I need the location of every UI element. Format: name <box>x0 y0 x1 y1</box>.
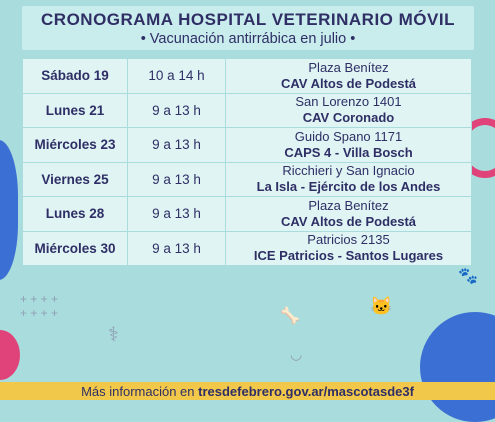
footer-link[interactable]: tresdefebrero.gov.ar/mascotasde3f <box>198 384 414 399</box>
table-row <box>23 162 472 197</box>
time-cell: 9 a 13 h <box>128 197 226 232</box>
bone-icon: 🦴 <box>280 308 300 325</box>
decorative-blob-bottom-left <box>0 330 20 380</box>
footer-bar <box>0 382 495 400</box>
day-cell: Lunes 21 <box>23 93 128 128</box>
location-cell <box>226 59 472 94</box>
paw-icon: 🐾 <box>458 268 478 285</box>
address-text: Patricios 2135 <box>307 232 390 248</box>
day-cell: Sábado 19 <box>23 59 128 94</box>
location-cell <box>226 93 472 128</box>
venue-text: CAV Altos de Podestá <box>280 75 417 91</box>
time-cell: 9 a 13 h <box>128 128 226 163</box>
time-cell: 10 a 14 h <box>128 59 226 94</box>
footer-prefix: Más información en <box>81 384 195 399</box>
venue-text: CAV Coronado <box>302 110 395 126</box>
schedule-table <box>22 58 472 266</box>
location-cell <box>226 197 472 232</box>
time-cell: 9 a 13 h <box>128 231 226 266</box>
venue-text: CAPS 4 - Villa Bosch <box>284 144 413 160</box>
stethoscope-icon: ⚕ <box>108 324 119 346</box>
location-cell <box>226 128 472 163</box>
time-cell: 9 a 13 h <box>128 93 226 128</box>
time-cell: 9 a 13 h <box>128 162 226 197</box>
day-cell: Viernes 25 <box>23 162 128 197</box>
day-cell: Miércoles 30 <box>23 231 128 266</box>
page-subtitle: • Vacunación antirrábica en julio • <box>140 31 356 47</box>
cat-face-icon: 🐱 <box>370 296 393 316</box>
venue-text: CAV Altos de Podestá <box>280 213 417 229</box>
bowl-icon: ◡ <box>290 346 303 362</box>
address-text: Ricchieri y San Ignacio <box>282 163 415 179</box>
venue-text: La Isla - Ejército de los Andes <box>256 179 441 195</box>
table-row <box>23 93 472 128</box>
plus-pattern-icon: + + + + + + + + <box>20 292 59 320</box>
page-title: CRONOGRAMA HOSPITAL VETERINARIO MÓVIL <box>41 10 455 29</box>
decorative-blob-left <box>0 140 18 280</box>
venue-text: ICE Patricios - Santos Lugares <box>253 248 444 264</box>
address-text: Plaza Benítez <box>308 59 389 75</box>
decorative-blob-bottom-right <box>420 312 495 422</box>
location-cell <box>226 162 472 197</box>
schedule-header <box>22 6 474 50</box>
table-row <box>23 59 472 94</box>
table-row <box>23 197 472 232</box>
day-cell: Lunes 28 <box>23 197 128 232</box>
table-row <box>23 231 472 266</box>
day-cell: Miércoles 23 <box>23 128 128 163</box>
address-text: Plaza Benítez <box>308 197 389 213</box>
address-text: Guido Spano 1171 <box>294 128 403 144</box>
location-cell <box>226 231 472 266</box>
table-row <box>23 128 472 163</box>
address-text: San Lorenzo 1401 <box>295 94 402 110</box>
